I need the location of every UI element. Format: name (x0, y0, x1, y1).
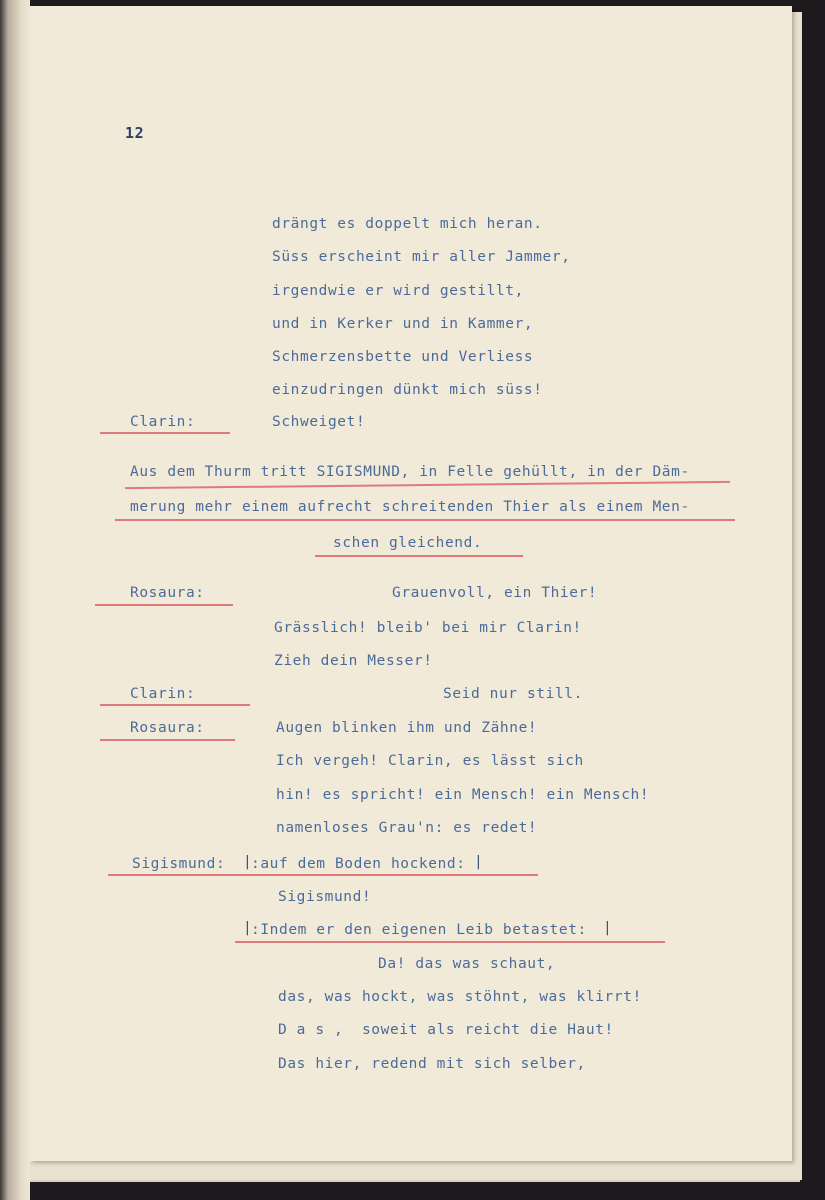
verse-line: das, was hockt, was stöhnt, was klirrt! (278, 989, 642, 1005)
stage-direction: :auf dem Boden hockend: (251, 856, 466, 872)
direction-bracket: | (243, 920, 253, 936)
direction-bracket: | (243, 854, 253, 870)
direction-underline (108, 874, 538, 876)
speaker-underline (100, 739, 235, 741)
verse-line: Zieh dein Messer! (274, 653, 433, 669)
verse-line: Das hier, redend mit sich selber, (278, 1056, 586, 1072)
direction-bracket: | (603, 920, 613, 936)
direction-underline (235, 941, 665, 943)
verse-line: drängt es doppelt mich heran. (272, 216, 543, 232)
verse-line: Ich vergeh! Clarin, es lässt sich (276, 753, 584, 769)
stage-direction: :Indem er den eigenen Leib betastet: (251, 922, 587, 938)
speaker-clarin: Clarin: (130, 686, 196, 702)
verse-line: Sigismund! (278, 889, 372, 905)
stage-direction-line: schen gleichend. (333, 535, 483, 551)
page-number: 12 (125, 124, 145, 142)
speaker-clarin: Clarin: (130, 414, 196, 430)
verse-line: Da! das was schaut, (378, 956, 556, 972)
verse-line: namenloses Grau'n: es redet! (276, 820, 538, 836)
direction-underline (115, 519, 735, 521)
direction-bracket: | (474, 854, 484, 870)
verse-line: und in Kerker und in Kammer, (272, 316, 534, 332)
verse-line: hin! es spricht! ein Mensch! ein Mensch! (276, 787, 650, 803)
stage-direction-line: Aus dem Thurm tritt SIGISMUND, in Felle gehüllt, in der Däm- (130, 464, 690, 480)
direction-underline (315, 555, 523, 557)
verse-line: irgendwie er wird gestillt, (272, 283, 524, 299)
verse-line: Süss erscheint mir aller Jammer, (272, 249, 571, 265)
speaker-underline (95, 604, 233, 606)
verse-line: einzudringen dünkt mich süss! (272, 382, 543, 398)
verse-line: Grässlich! bleib' bei mir Clarin! (274, 620, 582, 636)
verse-line: Grauenvoll, ein Thier! (392, 585, 598, 601)
speaker-rosaura: Rosaura: (130, 585, 205, 601)
manuscript-page (30, 6, 792, 1161)
speaker-underline (100, 704, 250, 706)
verse-line: Schmerzensbette und Verliess (272, 349, 534, 365)
stage-direction-line: merung mehr einem aufrecht schreitenden Thier als einem Men- (130, 499, 690, 515)
verse-line: Schweiget! (272, 414, 366, 430)
speaker-rosaura: Rosaura: (130, 720, 205, 736)
binding-strip (0, 0, 30, 1200)
verse-line: Augen blinken ihm und Zähne! (276, 720, 538, 736)
verse-line: D a s , soweit als reicht die Haut! (278, 1022, 614, 1038)
speaker-sigismund: Sigismund: (132, 856, 226, 872)
speaker-underline (100, 432, 230, 434)
verse-line: Seid nur still. (443, 686, 583, 702)
